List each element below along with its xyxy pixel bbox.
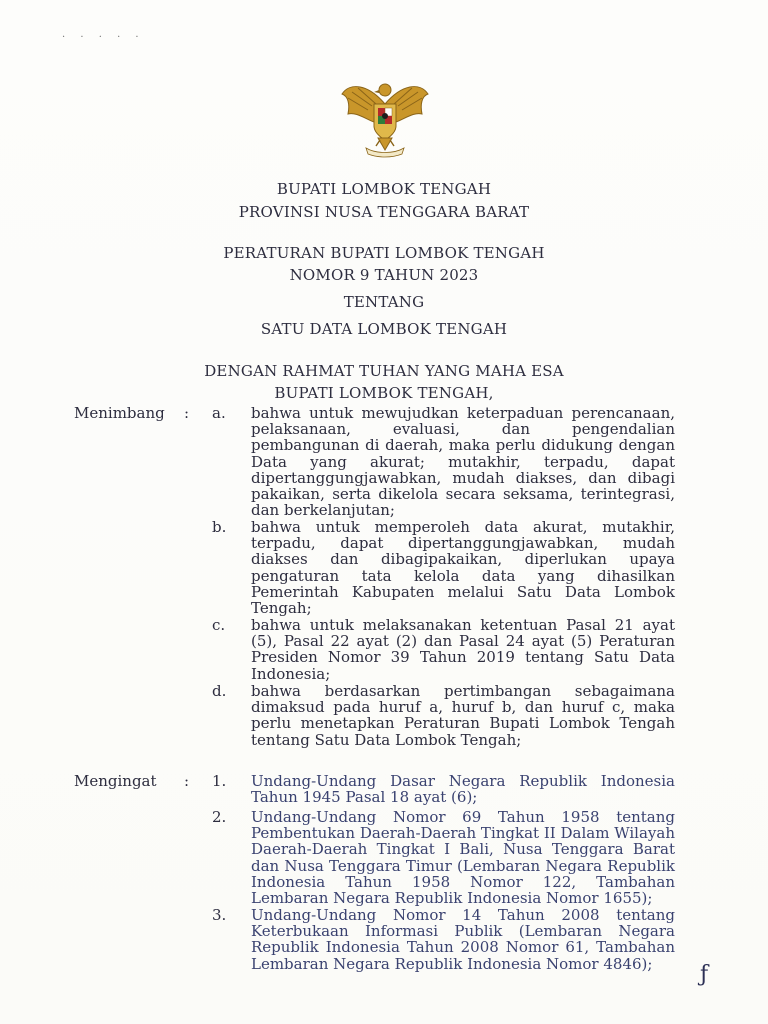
mengingat-colon: : (184, 772, 190, 790)
regulation-title: PERATURAN BUPATI LOMBOK TENGAH (223, 244, 545, 262)
considering-marker: d. (212, 682, 227, 700)
considering-item: bahwa berdasarkan pertimbangan sebagaimana dimaksud pada huruf a, huruf b, dan huruf c, maka perlu menetapkan Peraturan Bupati Lombok Tengah tentang Satu Data Lombok Tengah; (251, 682, 675, 749)
menimbang-label: Menimbang (74, 404, 165, 422)
menimbang-colon: : (184, 404, 190, 422)
considering-marker: b. (212, 518, 227, 536)
initial-mark-icon: ƒ (700, 962, 709, 987)
considering-item: bahwa untuk mewujudkan keterpaduan perencanaan, pelaksanaan, evaluasi, dan pengendalian pembangunan di daerah, maka perlu didukung dengan Data yang akurat; mutakhir, terpadu, dapat dipertanggungjawabkan, mudah diakses, dan dibagi pakaikan, serta dikelola secara seksama, terintegrasi, dan berkelanjutan; (251, 404, 675, 520)
considering-item: bahwa untuk melaksanakan ketentuan Pasal 21 ayat (5), Pasal 22 ayat (2) dan Pasal 24 ayat (5) Peraturan Presiden Nomor 39 Tahun 2019 tentang Satu Data Indonesia; (251, 616, 675, 683)
legal-basis-item: Undang-Undang Dasar Negara Republik Indonesia Tahun 1945 Pasal 18 ayat (6); (251, 772, 675, 807)
legal-basis-marker: 2. (212, 808, 227, 826)
considering-marker: a. (212, 404, 226, 422)
tentang-heading: TENTANG (343, 293, 425, 311)
preamble-bupati: BUPATI LOMBOK TENGAH, (274, 384, 494, 402)
province-title: PROVINSI NUSA TENGGARA BARAT (238, 203, 530, 221)
legal-basis-marker: 3. (212, 906, 227, 924)
regulation-subject: SATU DATA LOMBOK TENGAH (260, 320, 508, 338)
legal-basis-marker: 1. (212, 772, 227, 790)
preamble-rahmat: DENGAN RAHMAT TUHAN YANG MAHA ESA (204, 362, 564, 380)
issuer-title: BUPATI LOMBOK TENGAH (276, 180, 492, 198)
mengingat-label: Mengingat (74, 772, 157, 790)
legal-basis-item: Undang-Undang Nomor 14 Tahun 2008 tentang Keterbukaan Informasi Publik (Lembaran Negara Republik Indonesia Tahun 2008 Nomor 61, Tambahan Lembaran Negara Republik Indonesia Nomor 4846); (251, 906, 675, 973)
garuda-emblem-icon (338, 74, 432, 162)
considering-item: bahwa untuk memperoleh data akurat, mutakhir, terpadu, dapat dipertanggungjawabkan, mudah diakses dan dibagipakaikan, diperlukan upaya pengaturan tata kelola data yang dihasilkan Pemerintah Kabupaten melalui Satu Data Lombok Tengah; (251, 518, 675, 618)
scan-speck: · · · · · (62, 32, 145, 43)
legal-basis-item: Undang-Undang Nomor 69 Tahun 1958 tentang Pembentukan Daerah-Daerah Tingkat II Dalam Wilayah Daerah-Daerah Tingkat I Bali, Nusa Tenggara Barat dan Nusa Tenggara Timur (Lembaran Negara Republik Indonesia Tahun 1958 Nomor 122, Tambahan Lembaran Negara Republik Indonesia Nomor 1655); (251, 808, 675, 908)
considering-marker: c. (212, 616, 226, 634)
regulation-number: NOMOR 9 TAHUN 2023 (289, 266, 479, 284)
